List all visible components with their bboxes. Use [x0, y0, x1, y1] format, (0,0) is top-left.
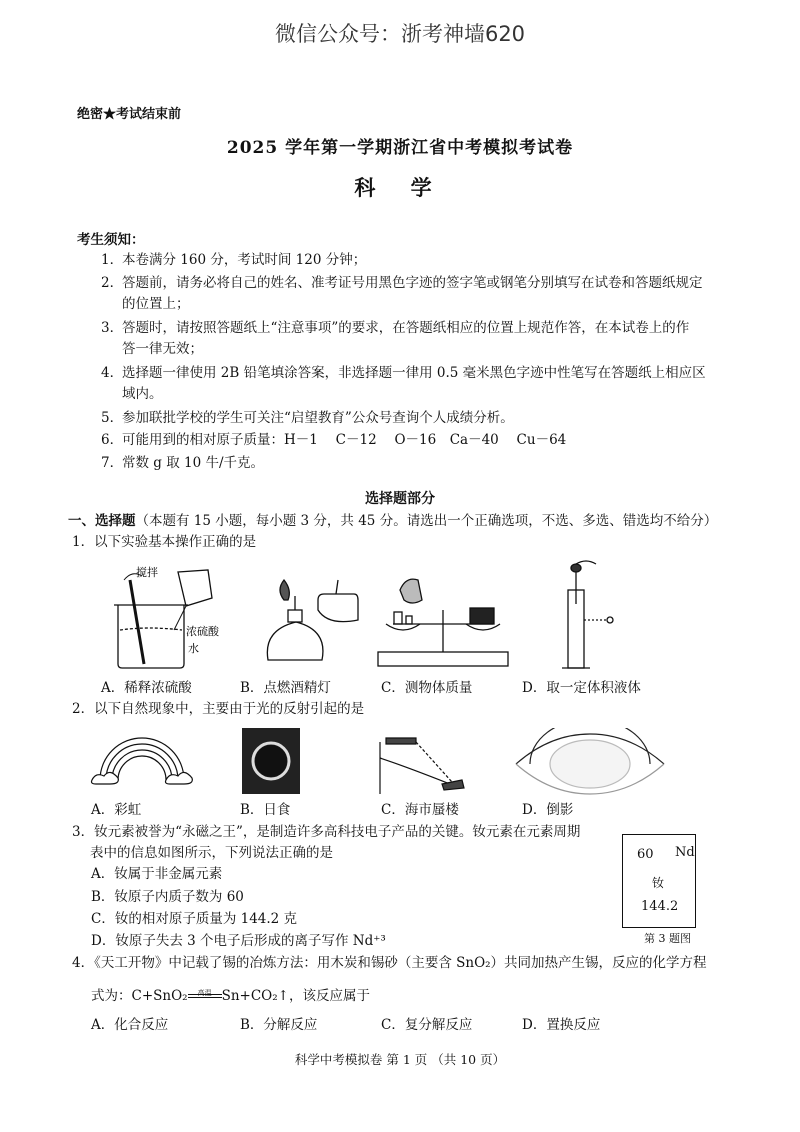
notice-num: 3．	[101, 320, 124, 336]
notice-line: 答题前，请务必将自己的姓名、准考证号用黑色字迹的签字笔或钢笔分别填写在试卷和答题纸规定	[122, 275, 703, 291]
q2-option-a: A．彩虹	[91, 802, 142, 818]
q2-option-b: B．日食	[240, 802, 291, 818]
q3-fig-caption: 第 3 题图	[644, 932, 691, 945]
notice-line: 本卷满分 160 分，考试时间 120 分钟；	[122, 252, 367, 268]
page-footer: 科学中考模拟卷 第 1 页 （共 10 页）	[294, 1052, 506, 1067]
fig-rainbow	[92, 738, 193, 784]
q3-option-b: B．钕原子内质子数为 60	[91, 889, 244, 905]
fig-solar-eclipse	[242, 728, 300, 794]
q3-option-a: A．钕属于非金属元素	[91, 866, 223, 882]
element-name: 钕	[652, 876, 665, 890]
part-heading	[68, 509, 717, 529]
section-heading: 选择题部分	[365, 491, 435, 507]
q3-stem-line1: 3．钕元素被誉为“永磁之王”，是制造许多高科技电子产品的关键。钕元素在元素周期	[72, 824, 581, 840]
notice-line: 常数 g 取 10 牛/千克。	[122, 455, 265, 471]
notice-line: 选择题一律使用 2B 铅笔填涂答案，非选择题一律用 0.5 毫米黑色字迹中性笔写在答题纸上相应区	[122, 365, 706, 381]
q2-option-d: D．倒影	[522, 802, 574, 818]
fig-b-alcohol-lamp	[267, 580, 358, 660]
q4-equation	[91, 984, 370, 1004]
notice-num: 4．	[101, 365, 124, 381]
notice-heading: 考生须知：	[77, 232, 145, 248]
part-description: （本题有 15 小题，每小题 3 分，共 45 分。请选出一个正确选项，不选、多选、错选均不给分）	[135, 513, 718, 529]
notice-line: 答题时，请按照答题纸上“注意事项”的要求，在答题纸相应的位置上规范作答，在本试卷上的作	[122, 320, 690, 336]
subject-title: 科 学	[354, 175, 446, 200]
q2-figures	[90, 728, 690, 800]
notice-num: 7．	[101, 455, 124, 471]
q3-stem-line2: 表中的信息如图所示，下列说法正确的是	[90, 845, 333, 861]
fig-label-water: 水	[188, 642, 199, 655]
q4-option-d: D．置换反应	[522, 1017, 601, 1033]
element-symbol: Nd	[675, 845, 695, 860]
notice-line: 可能用到的相对原子质量：H－1 C－12 O－16 Ca－40 Cu－64	[122, 432, 567, 448]
part-title: 一、选择题	[68, 513, 136, 529]
q1-figures	[108, 560, 668, 675]
q1-stem: 1．以下实验基本操作正确的是	[72, 534, 257, 550]
equation-prefix: 式为：C+SnO₂	[91, 988, 188, 1004]
q1-option-c: C．测物体质量	[381, 680, 473, 696]
q4-option-c: C．复分解反应	[381, 1017, 473, 1033]
element-card-nd	[622, 834, 696, 928]
q3-option-d: D．钕原子失去 3 个电子后形成的离子写作 Nd⁺³	[91, 933, 386, 949]
fig-label-stir: 搅拌	[136, 566, 158, 579]
q2-stem: 2．以下自然现象中，主要由于光的反射引起的是	[72, 701, 365, 717]
q2-option-c: C．海市蜃楼	[381, 802, 459, 818]
fig-reflection-bridge	[516, 728, 664, 794]
fig-c-balance	[378, 579, 508, 666]
exam-title: 2025 学年第一学期浙江省中考模拟考试卷	[226, 138, 574, 158]
notice-line: 域内。	[122, 386, 163, 402]
fig-mirage	[380, 738, 464, 794]
notice-num: 6．	[101, 432, 124, 448]
notice-num: 5．	[101, 410, 124, 426]
q1-option-d: D．取一定体积液体	[522, 680, 641, 696]
q4-stem: 4．《天工开物》中记载了锡的冶炼方法：用木炭和锡砂（主要含 SnO₂）共同加热产生锡，反应的化学方程	[72, 955, 707, 971]
notice-line: 答一律无效；	[122, 341, 203, 357]
element-mass: 144.2	[641, 899, 679, 914]
element-number: 60	[637, 847, 654, 862]
notice-line: 参加联批学校的学生可关注“启望教育”公众号查询个人成绩分析。	[122, 410, 514, 426]
notice-num: 2．	[101, 275, 124, 291]
q3-option-c: C．钕的相对原子质量为 144.2 克	[91, 911, 298, 927]
equation-suffix: Sn+CO₂↑，该反应属于	[221, 988, 370, 1004]
q1-option-a: A．稀释浓硫酸	[101, 680, 192, 696]
q1-option-b: B．点燃酒精灯	[240, 680, 331, 696]
notice-line: 的位置上；	[122, 296, 190, 312]
secret-label: 绝密★考试结束前	[77, 107, 182, 122]
fig-label-acid: 浓硫酸	[186, 625, 219, 638]
equation-condition: 高温	[197, 989, 212, 997]
q4-option-a: A．化合反应	[91, 1017, 169, 1033]
watermark: 微信公众号：浙考神墙620	[274, 22, 526, 46]
notice-num: 1．	[101, 252, 124, 268]
q4-option-b: B．分解反应	[240, 1017, 318, 1033]
fig-d-cylinder	[562, 561, 613, 668]
